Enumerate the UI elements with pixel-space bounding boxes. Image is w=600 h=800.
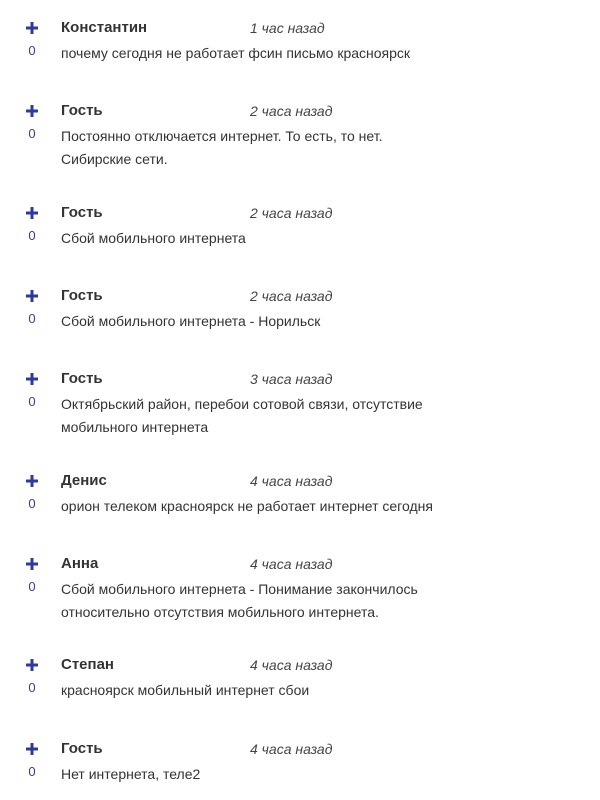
vote-score: 0 (28, 43, 36, 58)
comment-text: почему сегодня не работает фсин письмо красноярск (61, 45, 411, 61)
comment-author: Константин (61, 19, 148, 36)
upvote-plus-icon[interactable] (22, 203, 42, 223)
comment-author: Денис (61, 472, 107, 489)
comment-time: 4 часа назад (250, 741, 333, 757)
upvote-plus-icon[interactable] (22, 286, 42, 306)
comment-text: Сбой мобильного интернета - Понимание закончилось относительно отсутствия мобильного интернета. (61, 581, 418, 620)
upvote-plus-icon[interactable] (22, 554, 42, 574)
comment-time: 4 часа назад (250, 556, 333, 572)
comment-time: 2 часа назад (250, 205, 333, 221)
comment-time: 4 часа назад (250, 657, 333, 673)
comment-author: Гость (61, 287, 103, 304)
comment-author: Гость (61, 102, 103, 119)
comment-time: 3 часа назад (250, 371, 333, 387)
comment-text: орион телеком красноярск не работает интернет сегодня (61, 498, 433, 514)
vote-score: 0 (28, 228, 36, 243)
upvote-plus-icon[interactable] (22, 655, 42, 675)
upvote-plus-icon[interactable] (22, 101, 42, 121)
vote-score: 0 (28, 496, 36, 511)
comment-text: Сбой мобильного интернета (61, 230, 246, 246)
comment-author: Степан (61, 656, 114, 673)
vote-score: 0 (28, 764, 36, 779)
comment-time: 2 часа назад (250, 103, 333, 119)
vote-score: 0 (28, 126, 36, 141)
comment-text: красноярск мобильный интернет сбои (61, 682, 310, 698)
comment-author: Гость (61, 204, 103, 221)
comment-time: 1 час назад (250, 20, 325, 36)
vote-score: 0 (28, 311, 36, 326)
comment-author: Гость (61, 370, 103, 387)
comment-time: 4 часа назад (250, 473, 333, 489)
comment-time: 2 часа назад (250, 288, 333, 304)
upvote-plus-icon[interactable] (22, 18, 42, 38)
comment-text: Октябрьский район, перебои сотовой связи, отсутствие мобильного интернета (61, 396, 423, 435)
upvote-plus-icon[interactable] (22, 369, 42, 389)
comment-text: Нет интернета, теле2 (61, 766, 201, 782)
vote-score: 0 (28, 394, 36, 409)
upvote-plus-icon[interactable] (22, 739, 42, 759)
comment-text: Постоянно отключается интернет. То есть, то нет. Сибирские сети. (61, 128, 383, 167)
vote-score: 0 (28, 680, 36, 695)
comment-author: Анна (61, 555, 99, 572)
comment-author: Гость (61, 740, 103, 757)
comment-text: Сбой мобильного интернета - Норильск (61, 313, 321, 329)
upvote-plus-icon[interactable] (22, 471, 42, 491)
vote-score: 0 (28, 579, 36, 594)
